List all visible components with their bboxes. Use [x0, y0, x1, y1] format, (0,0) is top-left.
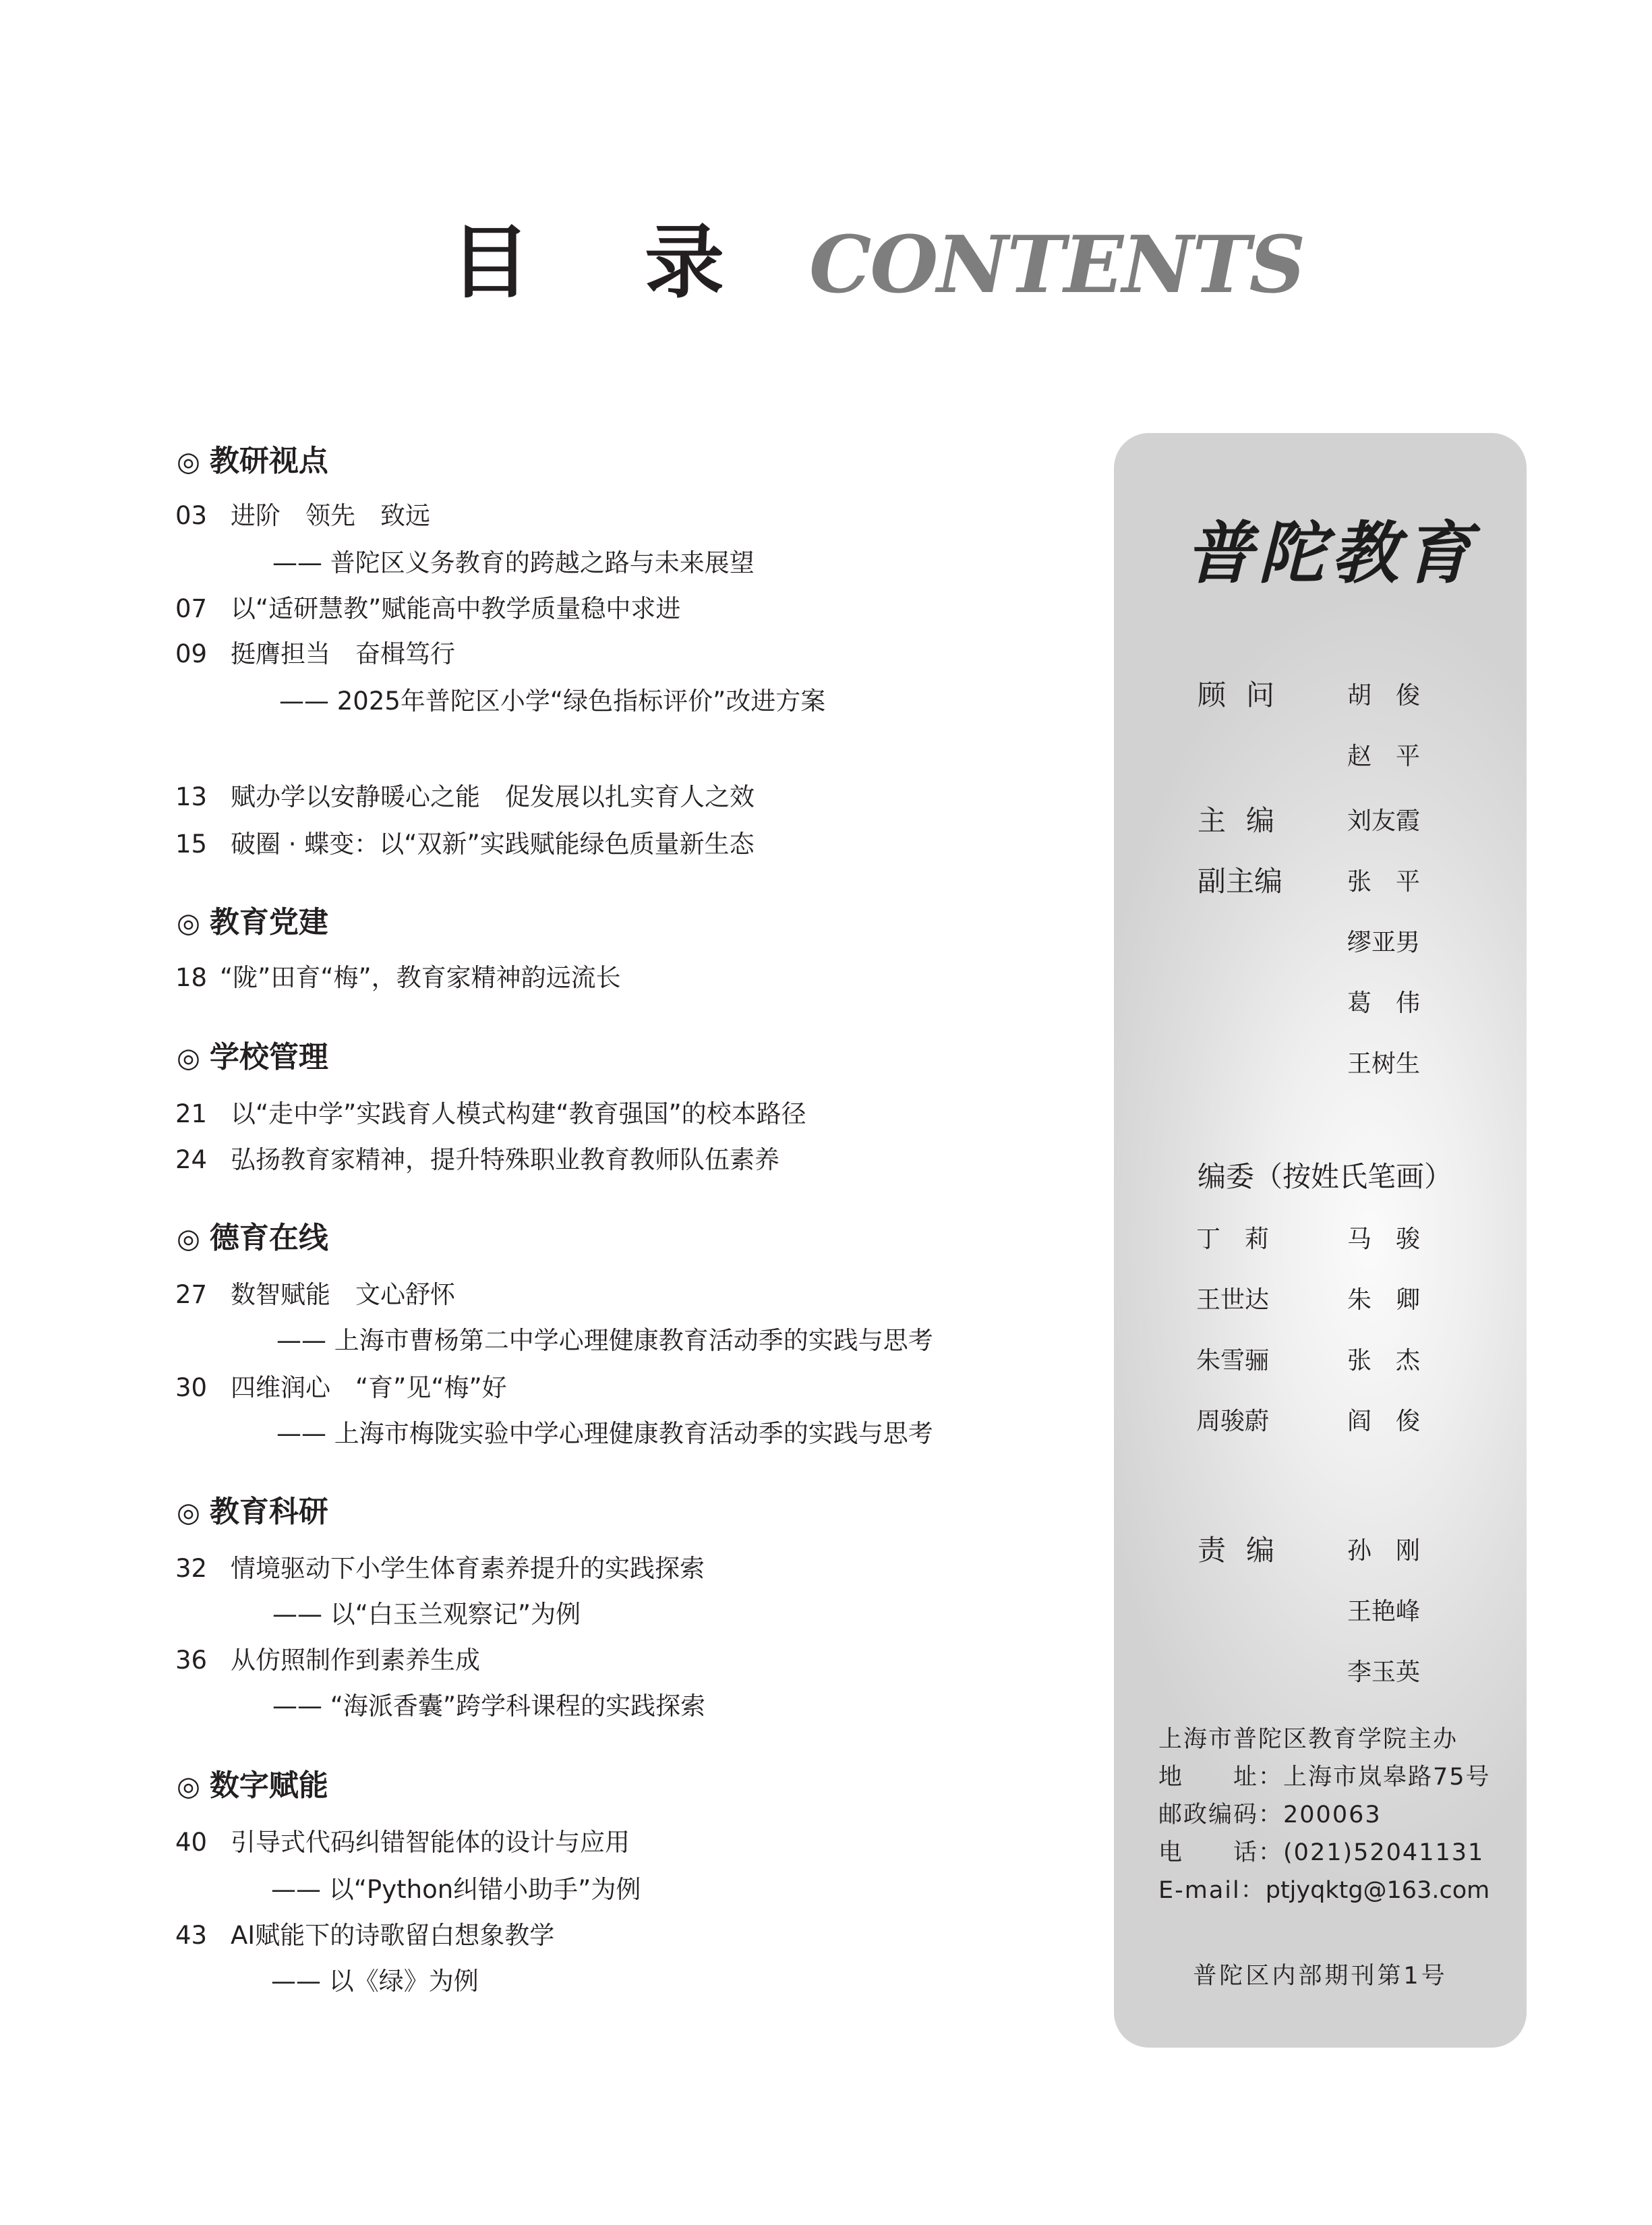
article-title: 以“走中学”实践育人模式构建“教育强国”的校本路径	[231, 1099, 806, 1128]
section-heading: ◎ 教育科研	[177, 1495, 328, 1529]
deputy-editor-name: 王树生	[1347, 1050, 1421, 1078]
section-heading: ◎ 数字赋能	[177, 1768, 328, 1803]
address-label: 地 址：	[1158, 1764, 1284, 1791]
deputy-editor-name: 缪亚男	[1347, 929, 1421, 956]
page-number: 13	[175, 782, 208, 811]
committee-member: 阎 俊	[1347, 1408, 1421, 1435]
article-subtitle: —— 上海市梅陇实验中学心理健康教育活动季的实践与思考	[276, 1419, 933, 1448]
article-title: 挺膺担当 奋楫笃行	[231, 639, 455, 668]
article-title: 四维润心 “育”见“梅”好	[231, 1373, 507, 1402]
page-number: 09	[175, 639, 208, 668]
article-subtitle: —— 2025年普陀区小学“绿色指标评价”改进方案	[279, 687, 826, 716]
page-number: 18	[175, 963, 208, 992]
page-number: 43	[175, 1921, 208, 1950]
section-mark-icon: ◎	[177, 1771, 200, 1802]
page-number: 36	[175, 1646, 208, 1675]
advisor-name: 赵 平	[1347, 743, 1421, 770]
phone-label: 电 话：	[1158, 1839, 1284, 1866]
page-number: 15	[175, 830, 208, 859]
section-mark-icon: ◎	[177, 446, 200, 478]
section-heading: ◎ 教研视点	[177, 444, 328, 478]
postcode-value: 200063	[1283, 1801, 1382, 1828]
article-title: 破圈 · 蝶变：以“双新”实践赋能绿色质量新生态	[231, 830, 755, 859]
advisor-label: 顾问	[1198, 678, 1295, 712]
section-mark-icon: ◎	[177, 1223, 200, 1254]
address-value: 上海市岚皋路75号	[1283, 1764, 1491, 1791]
phone-line	[1158, 1841, 1484, 1865]
article-title: 引导式代码纠错智能体的设计与应用	[231, 1828, 630, 1857]
advisor-name: 胡 俊	[1347, 682, 1421, 710]
section-heading: ◎ 德育在线	[177, 1221, 328, 1255]
article-subtitle: —— 以《绿》为例	[271, 1967, 479, 1996]
section-heading: ◎ 教育党建	[177, 905, 328, 940]
internal-publication-note: 普陀区内部期刊第1号	[1193, 1963, 1448, 1990]
publisher-line: 上海市普陀区教育学院主办	[1158, 1726, 1458, 1753]
article-title: 情境驱动下小学生体育素养提升的实践探索	[231, 1554, 705, 1583]
responsible-editor-label: 责编	[1198, 1534, 1295, 1567]
article-subtitle: —— 上海市曹杨第二中学心理健康教育活动季的实践与思考	[276, 1326, 933, 1355]
section-mark-icon: ◎	[177, 1497, 200, 1528]
page-number: 21	[175, 1099, 208, 1128]
article-title: 以“适研慧教”赋能高中教学质量稳中求进	[231, 594, 681, 623]
address-line	[1158, 1766, 1491, 1789]
article-title: 从仿照制作到素养生成	[231, 1646, 480, 1675]
email-label: E-mail：	[1158, 1877, 1266, 1904]
article-title: 赋办学以安静暖心之能 促发展以扎实育人之效	[231, 782, 755, 811]
email-line	[1158, 1879, 1489, 1903]
page-number: 30	[175, 1373, 208, 1402]
committee-member: 马 骏	[1347, 1225, 1421, 1253]
page-number: 24	[175, 1145, 208, 1174]
deputy-editor-name: 张 平	[1347, 868, 1421, 896]
committee-member: 朱雪骊	[1196, 1347, 1270, 1375]
article-title: 弘扬教育家精神，提升特殊职业教育教师队伍素养	[231, 1145, 779, 1174]
article-subtitle: —— “海派香囊”跨学科课程的实践探索	[272, 1692, 706, 1721]
article-subtitle: —— 以“白玉兰观察记”为例	[272, 1600, 581, 1629]
page-number: 27	[175, 1280, 208, 1309]
page-number: 03	[175, 501, 208, 530]
responsible-editor-name: 李玉英	[1347, 1658, 1421, 1686]
article-subtitle: —— 以“Python纠错小助手”为例	[271, 1875, 641, 1904]
page-number: 32	[175, 1554, 208, 1583]
section-mark-icon: ◎	[177, 908, 200, 939]
committee-member: 朱 卿	[1347, 1286, 1421, 1314]
postcode-label: 邮政编码：	[1158, 1801, 1284, 1828]
section-mark-icon: ◎	[177, 1043, 200, 1074]
committee-member: 周骏蔚	[1196, 1408, 1270, 1435]
committee-member: 丁 莉	[1196, 1225, 1270, 1253]
article-title: 数智赋能 文心舒怀	[231, 1280, 455, 1309]
chief-editor-name: 刘友霞	[1347, 807, 1421, 835]
article-subtitle: —— 普陀区义务教育的跨越之路与未来展望	[272, 548, 755, 577]
responsible-editor-name: 王艳峰	[1347, 1598, 1421, 1625]
title-chinese: 目录	[450, 216, 839, 309]
committee-member: 王世达	[1196, 1286, 1270, 1314]
editorial-committee-heading: 编委（按姓氏笔画）	[1198, 1160, 1453, 1193]
committee-member: 张 杰	[1347, 1347, 1421, 1375]
deputy-editor-label: 副主编	[1198, 865, 1283, 898]
postcode-line	[1158, 1803, 1382, 1827]
page-number: 07	[175, 594, 208, 623]
article-title: “陇”田育“梅”，教育家精神韵远流长	[220, 963, 621, 992]
masthead-panel	[1114, 433, 1527, 2048]
article-title: AI赋能下的诗歌留白想象教学	[231, 1921, 555, 1950]
responsible-editor-name: 孙 刚	[1347, 1537, 1421, 1565]
title-english: CONTENTS	[809, 219, 1305, 311]
article-title: 进阶 领先 致远	[231, 501, 430, 530]
deputy-editor-name: 葛 伟	[1347, 989, 1421, 1017]
masthead-logo: 普陀教育	[1185, 513, 1477, 593]
chief-editor-label: 主编	[1198, 804, 1295, 837]
phone-value: (021)52041131	[1283, 1839, 1485, 1866]
email-value[interactable]: ptjyqktg@163.com	[1265, 1877, 1490, 1904]
page-number: 40	[175, 1828, 208, 1857]
section-heading: ◎ 学校管理	[177, 1040, 328, 1074]
